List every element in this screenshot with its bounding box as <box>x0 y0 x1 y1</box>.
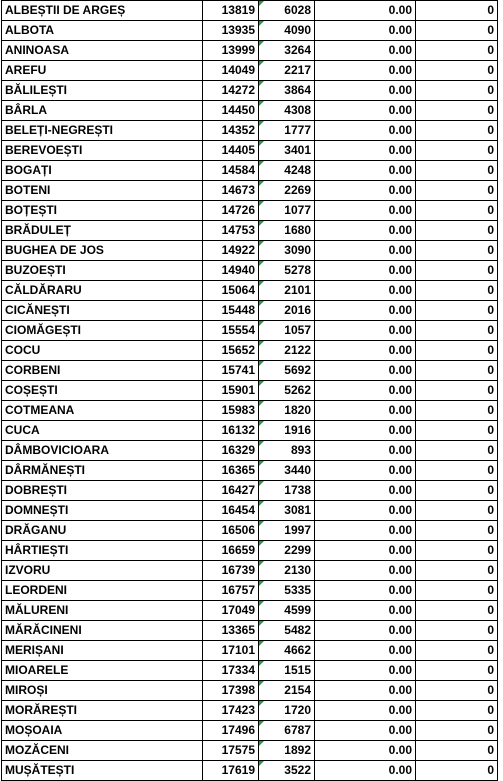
locality-name-cell[interactable]: COȘEȘTI <box>2 381 203 401</box>
count-cell[interactable]: 1515 <box>259 661 315 681</box>
locality-code-cell[interactable]: 17619 <box>203 761 259 781</box>
total-cell[interactable]: 0 <box>416 741 498 761</box>
amount-cell[interactable]: 0.00 <box>315 761 416 781</box>
locality-name-cell[interactable]: BUZOEȘTI <box>2 261 203 281</box>
locality-code-cell[interactable]: 15741 <box>203 361 259 381</box>
locality-code-cell[interactable]: 13935 <box>203 21 259 41</box>
amount-cell[interactable]: 0.00 <box>315 741 416 761</box>
locality-name-cell[interactable]: BOGAȚI <box>2 161 203 181</box>
locality-code-cell[interactable]: 16427 <box>203 481 259 501</box>
count-cell[interactable]: 1680 <box>259 221 315 241</box>
locality-code-cell[interactable]: 14272 <box>203 81 259 101</box>
table-row <box>2 241 498 261</box>
table-row <box>2 341 498 361</box>
table-row <box>2 581 498 601</box>
count-cell[interactable]: 1820 <box>259 401 315 421</box>
table-row <box>2 481 498 501</box>
locality-code-cell[interactable]: 14940 <box>203 261 259 281</box>
locality-code-cell[interactable]: 16132 <box>203 421 259 441</box>
total-cell[interactable]: 0 <box>416 621 498 641</box>
amount-cell[interactable]: 0.00 <box>315 101 416 121</box>
amount-cell[interactable]: 0.00 <box>315 581 416 601</box>
amount-cell[interactable]: 0.00 <box>315 61 416 81</box>
total-cell[interactable]: 0 <box>416 561 498 581</box>
amount-cell[interactable]: 0.00 <box>315 41 416 61</box>
total-cell[interactable]: 0 <box>416 381 498 401</box>
count-cell[interactable]: 1720 <box>259 701 315 721</box>
table-row <box>2 281 498 301</box>
count-cell[interactable]: 2016 <box>259 301 315 321</box>
table-row <box>2 181 498 201</box>
locality-name-cell[interactable]: IZVORU <box>2 561 203 581</box>
locality-code-cell[interactable]: 17575 <box>203 741 259 761</box>
locality-code-cell[interactable]: 17496 <box>203 721 259 741</box>
locality-code-cell[interactable]: 13819 <box>203 1 259 21</box>
total-cell[interactable]: 0 <box>416 581 498 601</box>
count-cell[interactable]: 4090 <box>259 21 315 41</box>
table-row <box>2 721 498 741</box>
table-row <box>2 221 498 241</box>
count-cell[interactable]: 1892 <box>259 741 315 761</box>
locality-name-cell[interactable]: CICĂNEȘTI <box>2 301 203 321</box>
amount-cell[interactable]: 0.00 <box>315 141 416 161</box>
count-cell[interactable]: 2122 <box>259 341 315 361</box>
locality-code-cell[interactable]: 14753 <box>203 221 259 241</box>
spreadsheet-table <box>1 0 498 781</box>
table-row <box>2 201 498 221</box>
amount-cell[interactable]: 0.00 <box>315 121 416 141</box>
locality-code-cell[interactable]: 16329 <box>203 441 259 461</box>
locality-name-cell[interactable]: MUȘĂTEȘTI <box>2 761 203 781</box>
locality-name-cell[interactable]: COCU <box>2 341 203 361</box>
count-cell[interactable]: 1916 <box>259 421 315 441</box>
count-cell[interactable]: 6787 <box>259 721 315 741</box>
table-row <box>2 141 498 161</box>
total-cell[interactable]: 0 <box>416 521 498 541</box>
table-row <box>2 301 498 321</box>
count-cell[interactable]: 2299 <box>259 541 315 561</box>
amount-cell[interactable]: 0.00 <box>315 21 416 41</box>
locality-code-cell[interactable]: 14726 <box>203 201 259 221</box>
locality-code-cell[interactable]: 17398 <box>203 681 259 701</box>
locality-name-cell[interactable]: BEREVOEȘTI <box>2 141 203 161</box>
table-row <box>2 161 498 181</box>
count-cell[interactable]: 3440 <box>259 461 315 481</box>
locality-name-cell[interactable]: MOZĂCENI <box>2 741 203 761</box>
locality-code-cell[interactable]: 14450 <box>203 101 259 121</box>
amount-cell[interactable]: 0.00 <box>315 481 416 501</box>
locality-name-cell[interactable]: DÂRMĂNEȘTI <box>2 461 203 481</box>
total-cell[interactable]: 0 <box>416 601 498 621</box>
amount-cell[interactable]: 0.00 <box>315 201 416 221</box>
total-cell[interactable]: 0 <box>416 321 498 341</box>
total-cell[interactable]: 0 <box>416 441 498 461</box>
locality-code-cell[interactable]: 16757 <box>203 581 259 601</box>
amount-cell[interactable]: 0.00 <box>315 161 416 181</box>
locality-code-cell[interactable]: 14922 <box>203 241 259 261</box>
locality-name-cell[interactable]: AREFU <box>2 61 203 81</box>
amount-cell[interactable]: 0.00 <box>315 521 416 541</box>
amount-cell[interactable]: 0.00 <box>315 181 416 201</box>
total-cell[interactable]: 0 <box>416 661 498 681</box>
count-cell[interactable]: 2269 <box>259 181 315 201</box>
locality-name-cell[interactable]: CORBENI <box>2 361 203 381</box>
amount-cell[interactable]: 0.00 <box>315 81 416 101</box>
count-cell[interactable]: 2154 <box>259 681 315 701</box>
amount-cell[interactable]: 0.00 <box>315 561 416 581</box>
locality-code-cell[interactable]: 15652 <box>203 341 259 361</box>
count-cell[interactable]: 1777 <box>259 121 315 141</box>
locality-code-cell[interactable]: 15901 <box>203 381 259 401</box>
amount-cell[interactable]: 0.00 <box>315 261 416 281</box>
count-cell[interactable]: 5482 <box>259 621 315 641</box>
count-cell[interactable]: 3522 <box>259 761 315 781</box>
amount-cell[interactable]: 0.00 <box>315 681 416 701</box>
table-row <box>2 61 498 81</box>
locality-code-cell[interactable]: 14584 <box>203 161 259 181</box>
total-cell[interactable]: 0 <box>416 61 498 81</box>
count-cell[interactable]: 5262 <box>259 381 315 401</box>
table-row <box>2 81 498 101</box>
locality-name-cell[interactable]: CIOMĂGEȘTI <box>2 321 203 341</box>
total-cell[interactable]: 0 <box>416 261 498 281</box>
locality-name-cell[interactable]: ALBEȘTII DE ARGEȘ <box>2 1 203 21</box>
locality-name-cell[interactable]: BUGHEA DE JOS <box>2 241 203 261</box>
count-cell[interactable]: 2130 <box>259 561 315 581</box>
table-row <box>2 761 498 781</box>
amount-cell[interactable]: 0.00 <box>315 661 416 681</box>
count-cell[interactable]: 5278 <box>259 261 315 281</box>
locality-code-cell[interactable]: 16365 <box>203 461 259 481</box>
count-cell[interactable]: 3264 <box>259 41 315 61</box>
locality-name-cell[interactable]: MIOARELE <box>2 661 203 681</box>
table-row <box>2 381 498 401</box>
amount-cell[interactable]: 0.00 <box>315 641 416 661</box>
locality-code-cell[interactable]: 13999 <box>203 41 259 61</box>
count-cell[interactable]: 4248 <box>259 161 315 181</box>
total-cell[interactable]: 0 <box>416 181 498 201</box>
total-cell[interactable]: 0 <box>416 761 498 781</box>
total-cell[interactable]: 0 <box>416 461 498 481</box>
locality-name-cell[interactable]: DRĂGANU <box>2 521 203 541</box>
count-cell[interactable]: 1738 <box>259 481 315 501</box>
total-cell[interactable]: 0 <box>416 281 498 301</box>
count-cell[interactable]: 4308 <box>259 101 315 121</box>
amount-cell[interactable]: 0.00 <box>315 1 416 21</box>
locality-code-cell[interactable]: 17049 <box>203 601 259 621</box>
locality-code-cell[interactable]: 15983 <box>203 401 259 421</box>
total-cell[interactable]: 0 <box>416 361 498 381</box>
amount-cell[interactable]: 0.00 <box>315 361 416 381</box>
count-cell[interactable]: 1077 <box>259 201 315 221</box>
total-cell[interactable]: 0 <box>416 41 498 61</box>
table-body <box>2 1 498 781</box>
table-row <box>2 41 498 61</box>
total-cell[interactable]: 0 <box>416 241 498 261</box>
table-row <box>2 421 498 441</box>
locality-code-cell[interactable]: 17334 <box>203 661 259 681</box>
locality-name-cell[interactable]: LEORDENI <box>2 581 203 601</box>
table-row <box>2 1 498 21</box>
count-cell[interactable]: 5692 <box>259 361 315 381</box>
table-row <box>2 501 498 521</box>
locality-code-cell[interactable]: 16506 <box>203 521 259 541</box>
locality-name-cell[interactable]: BRĂDULEȚ <box>2 221 203 241</box>
table-row <box>2 261 498 281</box>
amount-cell[interactable]: 0.00 <box>315 501 416 521</box>
count-cell[interactable]: 2101 <box>259 281 315 301</box>
locality-name-cell[interactable]: MERIȘANI <box>2 641 203 661</box>
locality-name-cell[interactable]: BOȚEȘTI <box>2 201 203 221</box>
total-cell[interactable]: 0 <box>416 641 498 661</box>
count-cell[interactable]: 1997 <box>259 521 315 541</box>
locality-name-cell[interactable]: MĂLURENI <box>2 601 203 621</box>
locality-name-cell[interactable]: BÂRLA <box>2 101 203 121</box>
locality-name-cell[interactable]: COTMEANA <box>2 401 203 421</box>
locality-code-cell[interactable]: 14352 <box>203 121 259 141</box>
total-cell[interactable]: 0 <box>416 221 498 241</box>
count-cell[interactable]: 3401 <box>259 141 315 161</box>
table-row <box>2 401 498 421</box>
count-cell[interactable]: 3090 <box>259 241 315 261</box>
table-row <box>2 681 498 701</box>
locality-name-cell[interactable]: ALBOTA <box>2 21 203 41</box>
locality-code-cell[interactable]: 17423 <box>203 701 259 721</box>
amount-cell[interactable]: 0.00 <box>315 601 416 621</box>
amount-cell[interactable]: 0.00 <box>315 381 416 401</box>
locality-name-cell[interactable]: BOTENI <box>2 181 203 201</box>
table-row <box>2 661 498 681</box>
locality-name-cell[interactable]: CĂLDĂRARU <box>2 281 203 301</box>
total-cell[interactable]: 0 <box>416 1 498 21</box>
locality-name-cell[interactable]: DÂMBOVICIOARA <box>2 441 203 461</box>
table-row <box>2 461 498 481</box>
locality-code-cell[interactable]: 14673 <box>203 181 259 201</box>
locality-code-cell[interactable]: 14049 <box>203 61 259 81</box>
count-cell[interactable]: 6028 <box>259 1 315 21</box>
table-row <box>2 441 498 461</box>
table-row <box>2 641 498 661</box>
table-row <box>2 601 498 621</box>
locality-name-cell[interactable]: MOȘOAIA <box>2 721 203 741</box>
total-cell[interactable]: 0 <box>416 141 498 161</box>
amount-cell[interactable]: 0.00 <box>315 301 416 321</box>
locality-name-cell[interactable]: BELEȚI-NEGREȘTI <box>2 121 203 141</box>
total-cell[interactable]: 0 <box>416 541 498 561</box>
amount-cell[interactable]: 0.00 <box>315 701 416 721</box>
table-row <box>2 101 498 121</box>
count-cell[interactable]: 3081 <box>259 501 315 521</box>
total-cell[interactable]: 0 <box>416 81 498 101</box>
total-cell[interactable]: 0 <box>416 201 498 221</box>
total-cell[interactable]: 0 <box>416 501 498 521</box>
total-cell[interactable]: 0 <box>416 481 498 501</box>
amount-cell[interactable]: 0.00 <box>315 221 416 241</box>
table-row <box>2 361 498 381</box>
total-cell[interactable]: 0 <box>416 721 498 741</box>
locality-code-cell[interactable]: 16739 <box>203 561 259 581</box>
count-cell[interactable]: 5335 <box>259 581 315 601</box>
table-row <box>2 521 498 541</box>
count-cell[interactable]: 2217 <box>259 61 315 81</box>
table-row <box>2 21 498 41</box>
table-row <box>2 541 498 561</box>
count-cell[interactable]: 4662 <box>259 641 315 661</box>
locality-code-cell[interactable]: 15554 <box>203 321 259 341</box>
count-cell[interactable]: 1057 <box>259 321 315 341</box>
locality-code-cell[interactable]: 15448 <box>203 301 259 321</box>
count-cell[interactable]: 4599 <box>259 601 315 621</box>
locality-code-cell[interactable]: 16454 <box>203 501 259 521</box>
amount-cell[interactable]: 0.00 <box>315 421 416 441</box>
amount-cell[interactable]: 0.00 <box>315 341 416 361</box>
locality-code-cell[interactable]: 17101 <box>203 641 259 661</box>
table-row <box>2 121 498 141</box>
locality-code-cell[interactable]: 15064 <box>203 281 259 301</box>
amount-cell[interactable]: 0.00 <box>315 621 416 641</box>
amount-cell[interactable]: 0.00 <box>315 401 416 421</box>
locality-name-cell[interactable]: DOBREȘTI <box>2 481 203 501</box>
locality-code-cell[interactable]: 14405 <box>203 141 259 161</box>
locality-name-cell[interactable]: ANINOASA <box>2 41 203 61</box>
amount-cell[interactable]: 0.00 <box>315 541 416 561</box>
total-cell[interactable]: 0 <box>416 401 498 421</box>
amount-cell[interactable]: 0.00 <box>315 281 416 301</box>
total-cell[interactable]: 0 <box>416 421 498 441</box>
locality-name-cell[interactable]: MĂRĂCINENI <box>2 621 203 641</box>
total-cell[interactable]: 0 <box>416 21 498 41</box>
table-row <box>2 621 498 641</box>
total-cell[interactable]: 0 <box>416 301 498 321</box>
locality-name-cell[interactable]: MIROȘI <box>2 681 203 701</box>
table-row <box>2 321 498 341</box>
amount-cell[interactable]: 0.00 <box>315 321 416 341</box>
locality-name-cell[interactable]: BĂLILEȘTI <box>2 81 203 101</box>
count-cell[interactable]: 3864 <box>259 81 315 101</box>
total-cell[interactable]: 0 <box>416 121 498 141</box>
table-row <box>2 741 498 761</box>
amount-cell[interactable]: 0.00 <box>315 241 416 261</box>
total-cell[interactable]: 0 <box>416 341 498 361</box>
table-row <box>2 701 498 721</box>
total-cell[interactable]: 0 <box>416 161 498 181</box>
amount-cell[interactable]: 0.00 <box>315 461 416 481</box>
locality-code-cell[interactable]: 13365 <box>203 621 259 641</box>
locality-name-cell[interactable]: CUCA <box>2 421 203 441</box>
locality-name-cell[interactable]: HÂRTIEȘTI <box>2 541 203 561</box>
total-cell[interactable]: 0 <box>416 101 498 121</box>
amount-cell[interactable]: 0.00 <box>315 721 416 741</box>
locality-name-cell[interactable]: DOMNEȘTI <box>2 501 203 521</box>
count-cell[interactable]: 893 <box>259 441 315 461</box>
locality-name-cell[interactable]: MORĂREȘTI <box>2 701 203 721</box>
total-cell[interactable]: 0 <box>416 701 498 721</box>
amount-cell[interactable]: 0.00 <box>315 441 416 461</box>
table-row <box>2 561 498 581</box>
locality-code-cell[interactable]: 16659 <box>203 541 259 561</box>
total-cell[interactable]: 0 <box>416 681 498 701</box>
